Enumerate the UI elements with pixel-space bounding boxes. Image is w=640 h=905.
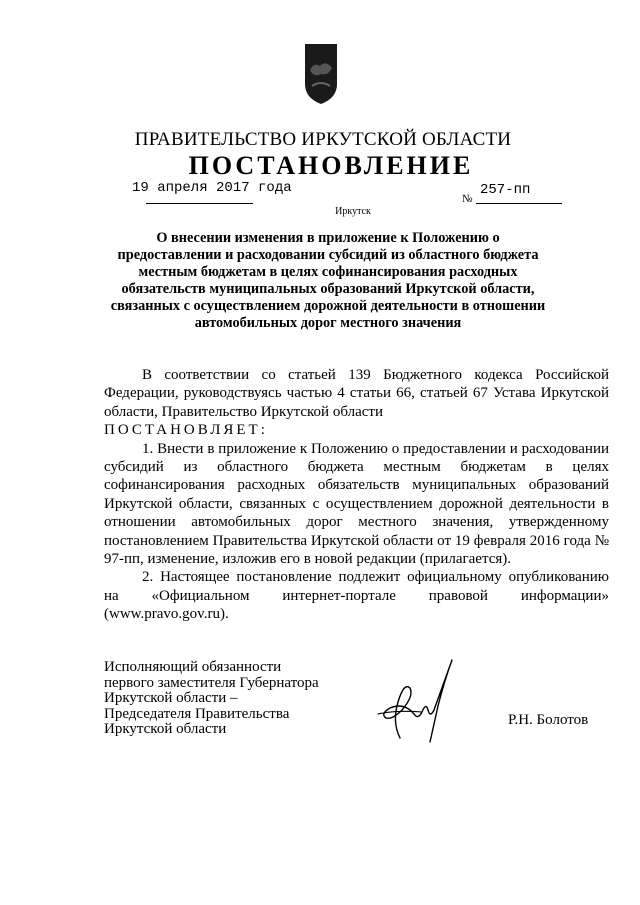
document-subject: О внесении изменения в приложение к Положению о предоставлении и расходовании субсидий из областного бюджета местным бюджетам в целях софинансирования расходных обязательств муниципальных образований Иркутской области, связанных с осуществлением дорожной деятельности в отношении автомобильных дорог местного значения	[110, 230, 546, 331]
signatory-title-line: Иркутской области	[104, 721, 227, 738]
document-type-title: ПОСТАНОВЛЕНИЕ	[188, 151, 474, 180]
number-sign: №	[462, 193, 473, 205]
coat-of-arms-emblem	[302, 40, 340, 106]
document-body	[104, 366, 609, 624]
document-number: 257-пп	[480, 182, 531, 198]
signatory-title-line: Исполняющий обязанности	[104, 659, 282, 675]
signatory-title-line: первого заместителя Губернатора	[104, 674, 319, 691]
item-1-paragraph: 1. Внести в приложение к Положению о предоставлении и расходовании субсидий из областного бюджета местным бюджетам в целях софинансирования расходных обязательств муниципальных образований Иркутской области, связанных с осуществлением дорожной деятельности в отношении автомобильных дорог местного значения, утвержденному постановлением Правительства Иркутской области от 19 февраля 2016 года № 97-пп, изменение, изложив его в новой редакции (прилагается).	[104, 440, 609, 568]
signatory-title-line: Председателя Правительства	[104, 705, 290, 722]
resolves-heading: ПОСТАНОВЛЯЕТ:	[104, 422, 268, 439]
number-underline	[476, 203, 562, 204]
organization-title: ПРАВИТЕЛЬСТВО ИРКУТСКОЙ ОБЛАСТИ	[134, 129, 512, 150]
handwritten-signature	[352, 652, 464, 748]
date-underline	[146, 203, 253, 204]
signatory-title	[104, 660, 319, 738]
item-2-paragraph: 2. Настоящее постановление подлежит официальному опубликованию на «Официальном интернет-портале правовой информации» (www.pravo.gov.ru).	[104, 569, 609, 623]
preamble-paragraph: В соответствии со статьей 139 Бюджетного кодекса Российской Федерации, руководствуясь частью 4 статьи 66, статьей 67 Устава Иркутской области, Правительство Иркутской области	[104, 367, 609, 420]
signatory-name: Р.Н. Болотов	[508, 712, 589, 728]
signatory-title-line: Иркутской области –	[104, 690, 238, 707]
document-date: 19 апреля 2017 года	[132, 180, 292, 196]
city-label: Иркутск	[335, 206, 371, 217]
